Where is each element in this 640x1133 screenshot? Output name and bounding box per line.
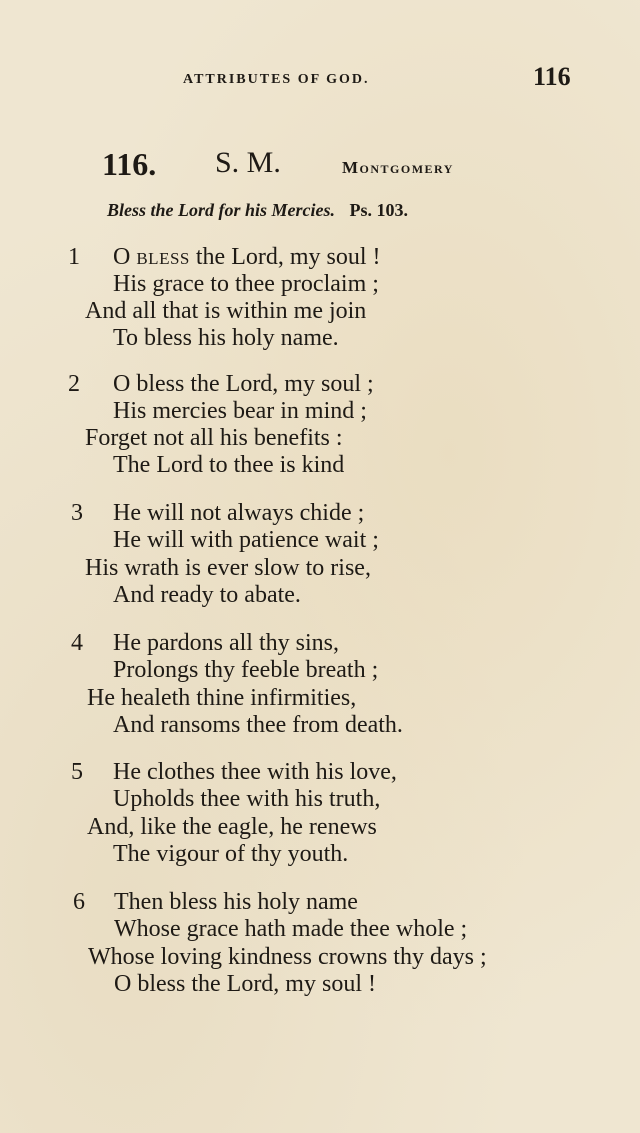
stanza-line: O bless the Lord, my soul ! xyxy=(114,971,376,997)
stanza-number: 4 xyxy=(71,630,83,656)
stanza-line: Prolongs thy feeble breath ; xyxy=(113,657,379,683)
scripture-reference: Ps. 103. xyxy=(349,200,409,220)
page-number: 116 xyxy=(533,62,571,91)
stanza-number: 6 xyxy=(73,889,85,915)
stanza-number: 3 xyxy=(71,500,83,526)
stanza-line: He clothes thee with his love, xyxy=(113,759,397,785)
stanza-number: 1 xyxy=(68,244,80,270)
stanza-line: And ransoms thee from death. xyxy=(113,712,403,738)
hymn-heading xyxy=(102,146,502,186)
stanza-line: O bless the Lord, my soul ; xyxy=(113,371,374,397)
stanza-line: Upholds thee with his truth, xyxy=(113,786,381,812)
stanza-line xyxy=(113,244,381,271)
stanza-line: Whose loving kindness crowns thy days ; xyxy=(88,944,487,970)
stanza-line: Then bless his holy name xyxy=(114,889,358,915)
first-word-smallcaps: bless xyxy=(136,244,190,270)
hymn-number: 116. xyxy=(102,146,157,182)
hymn-meter: S. M. xyxy=(215,146,281,179)
stanza-line: The vigour of thy youth. xyxy=(113,841,349,867)
stanza-line: Whose grace hath made thee whole ; xyxy=(114,916,468,942)
stanza-line: His mercies bear in mind ; xyxy=(113,398,367,424)
stanza-number: 2 xyxy=(68,371,80,397)
stanza-line: The Lord to thee is kind xyxy=(113,452,345,478)
running-title: ATTRIBUTES OF GOD. xyxy=(183,72,370,87)
stanza-line: He will not always chide ; xyxy=(113,500,365,526)
stanza-line: He healeth thine infirmities, xyxy=(87,685,357,711)
stanza-line: Forget not all his benefits : xyxy=(85,425,343,451)
hymn-subtitle xyxy=(107,200,408,221)
stanza-line: And, like the eagle, he renews xyxy=(87,814,377,840)
stanza-line: And ready to abate. xyxy=(113,582,301,608)
stanza-line: To bless his holy name. xyxy=(113,325,339,351)
first-word: O xyxy=(113,244,131,270)
stanza-line: His wrath is ever slow to rise, xyxy=(85,555,371,581)
stanza-line: He will with patience wait ; xyxy=(113,527,379,553)
stanza-line: And all that is within me join xyxy=(85,298,367,324)
stanza-number: 5 xyxy=(71,759,83,785)
stanza-line: He pardons all thy sins, xyxy=(113,630,339,656)
first-line-rest: the Lord, my soul ! xyxy=(189,244,381,270)
subtitle-text: Bless the Lord for his Mercies. xyxy=(107,200,336,220)
stanza-line: His grace to thee proclaim ; xyxy=(113,271,379,297)
hymn-author: Montgomery xyxy=(342,158,454,177)
